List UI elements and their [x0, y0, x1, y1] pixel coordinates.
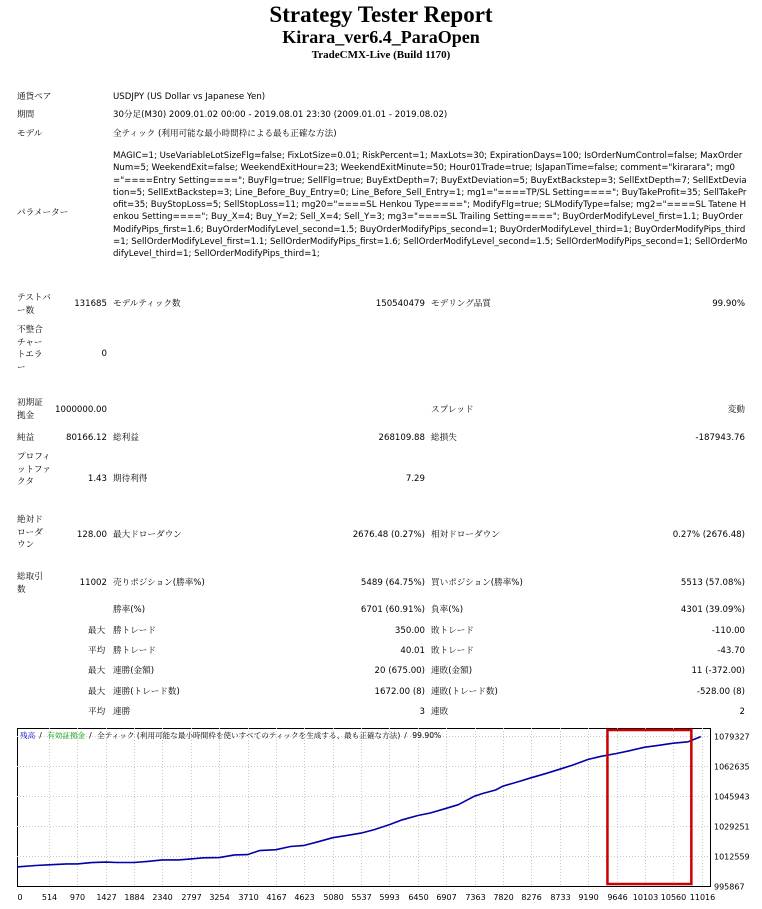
max-cons-profit-label: 連勝(トレード数) — [113, 687, 180, 697]
avg-loss-label: 敗トレード — [431, 646, 474, 656]
short-label: 売りポジション(勝率%) — [113, 578, 205, 588]
win-value: 6701 (60.91%) — [360, 605, 425, 615]
quality-value: 99.90% — [712, 299, 745, 309]
model-label: モデル — [17, 129, 43, 139]
x-tick-label: 6450 — [408, 893, 429, 902]
y-tick-label: 1012559 — [714, 852, 750, 862]
x-tick-label: 10103 — [632, 893, 659, 902]
x-tick-label: 8276 — [521, 893, 542, 902]
avg-cons-loss-label: 連敗 — [431, 707, 449, 717]
pf-value: 1.43 — [87, 474, 107, 484]
gross-profit-value: 268109.88 — [378, 433, 425, 443]
avg-win-value: 40.01 — [400, 646, 425, 656]
legend-item: 全ティック (利用可能な最小時間枠を使いすべてのティックを生成する、最も正確な方法) — [97, 731, 401, 740]
max-cons-profit-value: 1672.00 (8) — [374, 687, 425, 697]
params-label: パラメーター — [17, 208, 69, 218]
y-tick-label: 1079327 — [714, 732, 750, 742]
legend-item: 有効証拠金 — [47, 731, 86, 740]
max-cons-loss-value: 11 (-372.00) — [691, 666, 745, 676]
quality-label: モデリング品質 — [431, 299, 491, 309]
legend-separator: / — [39, 731, 42, 740]
x-tick-label: 7820 — [493, 893, 514, 902]
max-cons-loss-label: 連敗(金額) — [431, 666, 473, 676]
max-label-2: 最大 — [88, 666, 106, 676]
x-tick-label: 5537 — [351, 893, 372, 902]
x-tick-label: 7363 — [465, 893, 486, 902]
long-label: 買いポジション(勝率%) — [431, 578, 523, 588]
report-title: Strategy Tester Report — [269, 2, 493, 27]
maxdd-label: 最大ドローダウン — [113, 530, 182, 540]
long-value: 5513 (57.08%) — [680, 578, 745, 588]
params-value: MAGIC=1; UseVariableLotSizeFlg=false; FixLotSize=0.01; RiskPercent=1; MaxLots=30; ExpirationDays=100; IsOrderNumControl=false; MaxOrderNum=5; WeekendExit=false; WeekendExitHour=23; WeekendExitMinute=50; Hour01Trade=true; IsJapanTime=false; comment="kirarara"; mg0="====Entry Setting===="; BuyFlg=true; SellFlg=true; BuyExtDepth=7; BuyExtDeviation=5; BuyExtBackstep=3; SellExtDepth=7; SellExtDeviation=5; SellExtBackstep=3; Line_Before_Buy_Entry=0; Line_Before_Sell_Entry=1; mg1="====TP/SL Setting===="; BuyTakeProfit=35; SellTakeProfit=35; BuyStopLoss=5; SellStopLoss=11; mg20="====SL Henkou Type===="; ModifyFlg=true; SLModifyType=false; mg2="====SL Tatene Henkou Setting===="; Buy_X=4; Buy_Y=2; Sell_X=4; Sell_Y=3; mg3="====SL Trailing Setting===="; BuyOrderModifyLevel_first=1.1; BuyOrderModifyPips_first=1.6; BuyOrderModifyLevel_second=1.5; BuyOrderModifyPips_second=1; BuyOrderModifyLevel_third=1; BuyOrderModifyPips_third=1; SellOrderModifyLevel_first=1.1; SellOrderModifyPips_first=1.6; SellOrderModifyLevel_second=1.5; SellOrderModifyPips_second=1; SellOrderModifyLevel_third=1; SellOrderModifyPips_third=1; — [113, 151, 748, 260]
avg-cons-loss-value: 2 — [739, 707, 745, 717]
x-tick-label: 1884 — [124, 893, 145, 902]
trades-value: 11002 — [79, 578, 107, 588]
spread-value: 変動 — [727, 405, 745, 415]
trades-label: 総取引数 — [17, 572, 43, 595]
legend-separator: / — [404, 731, 407, 740]
x-tick-label: 9646 — [607, 893, 628, 902]
x-tick-label: 5993 — [379, 893, 400, 902]
avg-label-1: 平均 — [88, 646, 106, 656]
bars-value: 131685 — [74, 299, 107, 309]
net-label: 純益 — [17, 433, 35, 443]
x-tick-label: 514 — [41, 893, 58, 902]
largest-win-value: 350.00 — [394, 626, 425, 636]
mismatch-value: 0 — [101, 349, 107, 359]
period-value: 30分足(M30) 2009.01.02 00:00 - 2019.08.01 23:30 (2009.01.01 - 2019.08.02) — [113, 110, 448, 120]
gross-loss-label: 総損失 — [431, 433, 457, 443]
bars-label: テストバー数 — [17, 293, 51, 316]
expected-label: 期待利得 — [113, 474, 148, 484]
legend-item: 99.90% — [412, 731, 442, 740]
max-label-1: 最大 — [88, 626, 106, 636]
y-tick-label: 995867 — [714, 882, 745, 892]
absdd-value: 128.00 — [76, 530, 107, 540]
x-tick-label: 10560 — [660, 893, 687, 902]
avg-loss-value: -43.70 — [717, 646, 745, 656]
avg-cons-win-value: 3 — [419, 707, 425, 717]
absdd-label: 絶対ドローダウン — [17, 515, 43, 551]
max-cons-win-label: 連勝(金額) — [113, 666, 155, 676]
ticks-label: モデルティック数 — [113, 299, 181, 309]
y-tick-label: 1029251 — [714, 822, 750, 832]
ticks-value: 150540479 — [375, 299, 425, 309]
avg-cons-win-label: 連勝 — [113, 707, 131, 717]
win-label: 勝率(%) — [113, 605, 146, 615]
mismatch-label: 不整合チャートエラー — [17, 325, 43, 373]
deposit-value: 1000000.00 — [55, 405, 107, 415]
x-tick-label: 5080 — [323, 893, 344, 902]
spread-label: スプレッド — [431, 405, 474, 415]
symbol-value: USDJPY (US Dollar vs Japanese Yen) — [113, 92, 266, 102]
legend-item: 残高 — [20, 731, 36, 740]
y-tick-label: 1045943 — [714, 792, 750, 802]
max-label-3: 最大 — [88, 687, 106, 697]
deposit-label: 初期証拠金 — [17, 398, 43, 421]
net-value: 80166.12 — [65, 433, 107, 443]
gross-profit-label: 総利益 — [113, 433, 139, 443]
expected-value: 7.29 — [405, 474, 425, 484]
ea-name: Kirara_ver6.4_ParaOpen — [282, 27, 480, 47]
max-cons-win-value: 20 (675.00) — [374, 666, 425, 676]
x-tick-label: 8733 — [550, 893, 571, 902]
x-tick-label: 1427 — [96, 893, 117, 902]
x-tick-label: 970 — [69, 893, 86, 902]
loss-value: 4301 (39.09%) — [680, 605, 745, 615]
x-tick-label: 3710 — [238, 893, 259, 902]
maxdd-value: 2676.48 (0.27%) — [352, 530, 425, 540]
reldd-value: 0.27% (2676.48) — [672, 530, 745, 540]
reldd-label: 相対ドローダウン — [431, 530, 500, 540]
balance-chart-svg — [17, 726, 760, 904]
pf-label: プロフィットファクタ — [17, 452, 51, 488]
y-tick-label: 1062635 — [714, 762, 750, 772]
largest-loss-label: 敗トレード — [431, 626, 474, 636]
loss-label: 負率(%) — [431, 605, 464, 615]
max-cons-lossamt-value: -528.00 (8) — [696, 687, 745, 697]
largest-loss-value: -110.00 — [711, 626, 745, 636]
x-tick-label: 2797 — [181, 893, 202, 902]
balance-chart — [17, 726, 760, 904]
x-tick-label: 6907 — [436, 893, 457, 902]
x-tick-label: 3254 — [209, 893, 230, 902]
server-build: TradeCMX-Live (Build 1170) — [311, 49, 451, 61]
avg-label-2: 平均 — [88, 707, 106, 717]
largest-win-label: 勝トレード — [113, 626, 156, 636]
x-tick-label: 2340 — [152, 893, 173, 902]
x-tick-label: 11016 — [689, 893, 716, 902]
period-label: 期間 — [17, 110, 35, 120]
gross-loss-value: -187943.76 — [695, 433, 745, 443]
x-tick-label: 0 — [17, 893, 23, 902]
symbol-label: 通貨ペア — [17, 92, 52, 102]
model-value: 全ティック (利用可能な最小時間枠による最も正確な方法) — [113, 129, 337, 139]
x-tick-label: 4623 — [294, 893, 315, 902]
x-tick-label: 9190 — [578, 893, 599, 902]
avg-win-label: 勝トレード — [113, 646, 156, 656]
max-cons-lossamt-label: 連敗(トレード数) — [431, 687, 498, 697]
x-tick-label: 4167 — [266, 893, 287, 902]
short-value: 5489 (64.75%) — [360, 578, 425, 588]
legend-separator: / — [89, 731, 92, 740]
